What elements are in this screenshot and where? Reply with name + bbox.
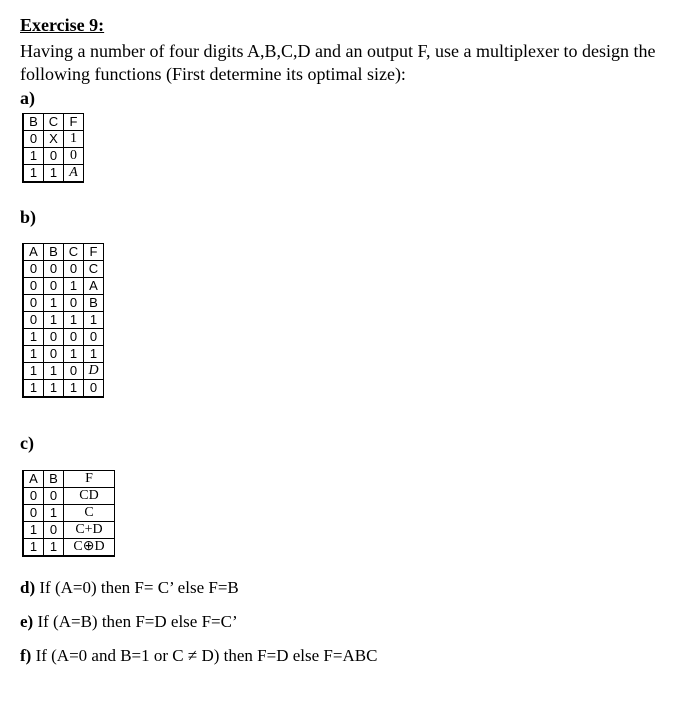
header-cell: B bbox=[44, 471, 64, 488]
table-header-row bbox=[23, 471, 115, 488]
table-row bbox=[23, 278, 104, 295]
table-cell: 1 bbox=[84, 312, 104, 329]
table-row bbox=[23, 522, 115, 539]
table-cell: 1 bbox=[64, 131, 84, 148]
part-f-label: f) bbox=[20, 646, 32, 665]
table-cell: 1 bbox=[44, 505, 64, 522]
table-cell: 1 bbox=[23, 165, 44, 183]
table-cell: 1 bbox=[23, 346, 44, 363]
header-cell: F bbox=[64, 471, 115, 488]
header-cell: A bbox=[23, 471, 44, 488]
part-d-label: d) bbox=[20, 578, 36, 597]
table-cell: 0 bbox=[23, 488, 44, 505]
table-cell: 0 bbox=[84, 329, 104, 346]
table-cell: 1 bbox=[44, 539, 64, 557]
header-cell: F bbox=[84, 244, 104, 261]
table-cell: 1 bbox=[23, 380, 44, 398]
table-cell: 0 bbox=[23, 295, 44, 312]
table-cell: X bbox=[44, 131, 64, 148]
table-row bbox=[23, 295, 104, 312]
part-a-label: a) bbox=[20, 88, 35, 108]
table-row bbox=[23, 505, 115, 522]
header-cell: C bbox=[44, 114, 64, 131]
table-cell: 1 bbox=[64, 380, 84, 398]
table-row bbox=[23, 380, 104, 398]
table-cell: 0 bbox=[64, 295, 84, 312]
table-cell: 0 bbox=[23, 278, 44, 295]
table-row bbox=[23, 261, 104, 278]
table-cell: 0 bbox=[44, 346, 64, 363]
part-f-text: If (A=0 and B=1 or C ≠ D) then F=D else F=ABC bbox=[31, 646, 378, 665]
table-cell: 0 bbox=[23, 312, 44, 329]
table-cell: C bbox=[64, 505, 115, 522]
table-cell: 0 bbox=[44, 261, 64, 278]
table-cell: 1 bbox=[64, 312, 84, 329]
table-cell: 0 bbox=[84, 380, 104, 398]
table-cell: 0 bbox=[23, 131, 44, 148]
table-cell: 0 bbox=[44, 278, 64, 295]
table-row bbox=[23, 488, 115, 505]
table-cell: 1 bbox=[44, 380, 64, 398]
table-cell: A bbox=[84, 278, 104, 295]
table-header-row bbox=[23, 244, 104, 261]
table-cell: 0 bbox=[64, 329, 84, 346]
table-cell: 1 bbox=[23, 363, 44, 380]
header-cell: A bbox=[23, 244, 44, 261]
header-cell: C bbox=[64, 244, 84, 261]
part-b-label: b) bbox=[20, 207, 37, 227]
table-cell: C⊕D bbox=[64, 539, 115, 557]
header-cell: B bbox=[44, 244, 64, 261]
header-cell: B bbox=[23, 114, 44, 131]
table-cell: 1 bbox=[23, 522, 44, 539]
table-cell: 1 bbox=[23, 148, 44, 165]
table-cell: 0 bbox=[44, 329, 64, 346]
complement-cell: $\overline{D}$ bbox=[88, 363, 99, 378]
table-row bbox=[23, 363, 104, 380]
table-row bbox=[23, 165, 84, 183]
table-cell: 1 bbox=[64, 346, 84, 363]
table-row bbox=[23, 312, 104, 329]
table-cell: 0 bbox=[44, 522, 64, 539]
part-d bbox=[20, 578, 239, 598]
complement-cell: $\overline{A}$ bbox=[69, 165, 78, 180]
table-cell: C bbox=[84, 261, 104, 278]
exercise-title: Exercise 9: bbox=[20, 15, 105, 35]
part-d-text: If (A=0) then F= C’ else F=B bbox=[35, 578, 239, 597]
table-cell: 1 bbox=[64, 278, 84, 295]
truth-table-a bbox=[22, 113, 84, 183]
part-f bbox=[20, 646, 377, 666]
table-cell: 0 bbox=[23, 505, 44, 522]
table-cell: 0 bbox=[64, 363, 84, 380]
table-cell: 0 bbox=[64, 148, 84, 165]
table-cell: CD bbox=[64, 488, 115, 505]
table-cell: 0 bbox=[64, 261, 84, 278]
table-cell: 0 bbox=[44, 148, 64, 165]
table-cell: 1 bbox=[84, 346, 104, 363]
part-c-label: c) bbox=[20, 433, 34, 453]
exercise-intro: Having a number of four digits A,B,C,D and an output F, use a multiplexer to design the following functions (First determine its optimal size): bbox=[20, 41, 656, 84]
table-cell: B bbox=[84, 295, 104, 312]
table-cell: 1 bbox=[44, 295, 64, 312]
part-e-label: e) bbox=[20, 612, 34, 631]
table-row bbox=[23, 131, 84, 148]
table-row bbox=[23, 539, 115, 557]
table-row bbox=[23, 148, 84, 165]
table-cell: 1 bbox=[23, 539, 44, 557]
table-cell: 1 bbox=[44, 312, 64, 329]
table-cell: 0 bbox=[23, 261, 44, 278]
part-e bbox=[20, 612, 238, 632]
truth-table-b bbox=[22, 243, 104, 398]
table-cell: 1 bbox=[23, 329, 44, 346]
table-header-row bbox=[23, 114, 84, 131]
table-row bbox=[23, 329, 104, 346]
part-e-text: If (A=B) then F=D else F=C’ bbox=[33, 612, 238, 631]
table-cell: 1 bbox=[44, 363, 64, 380]
table-cell: 0 bbox=[44, 488, 64, 505]
header-cell: F bbox=[64, 114, 84, 131]
truth-table-c bbox=[22, 470, 115, 557]
table-row bbox=[23, 346, 104, 363]
table-cell: 1 bbox=[44, 165, 64, 183]
table-cell: C+D bbox=[64, 522, 115, 539]
